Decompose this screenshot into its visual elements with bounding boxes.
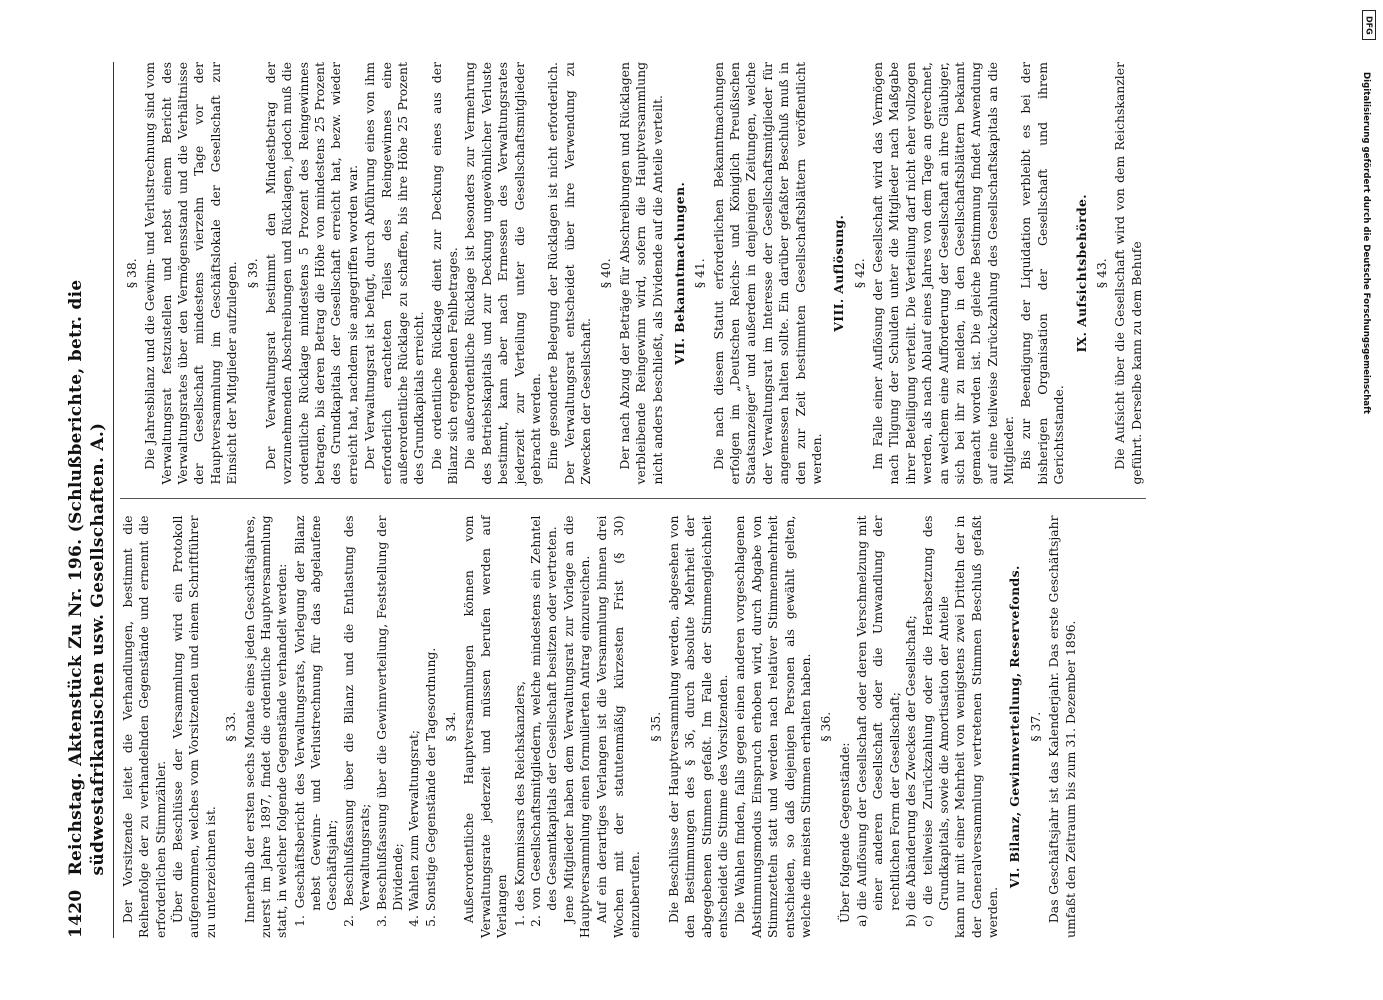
paragraph: Eine gesonderte Belegung der Rücklagen ist nicht erforderlich. Der Verwaltungsrat entscheidet über ihre Verwendung zu Zwecken der Gesellschaft. bbox=[544, 62, 593, 485]
text-columns bbox=[119, 62, 1145, 938]
paragraph: Der Verwaltungsrat bestimmt den Mindestbetrag der vorzunehmenden Abschreibungen und Rücklagen, jedoch muß die ordentliche Rücklage mindestens 5 Prozent des Reingewinnes betragen, bis deren Betrag die Höhe von mindestens 25 Prozent des Grundkapitals der Gesellschaft erreicht hat, bezw. wieder erreicht hat, nachdem sie angegriffen worden war. bbox=[262, 62, 360, 485]
paragraph: Der Vorsitzende leitet die Verhandlungen, bestimmt die Reihenfolge der zu verhandelnden Gegenstände und ernennt die erforderlichen Stimmzähler. bbox=[119, 515, 168, 938]
list-item: c) die teilweise Zurückzahlung oder die Herabsetzung des Grundkapitals, sowie die Amortisation der Anteile bbox=[919, 515, 951, 927]
list-item: 3. Beschlußfassung über die Gewinnverteilung, Feststellung der Dividende; bbox=[373, 515, 405, 927]
list-item: 1. des Kommissars des Reichskanzlers, bbox=[511, 680, 526, 927]
list-item: 1. Geschäftsbericht des Verwaltungsrats, Vorlegung der Bilanz nebst Gewinn- und Verlustrechnung für das abgelaufene Geschäftsjahr; bbox=[291, 515, 339, 927]
section-number: § 40. bbox=[597, 258, 613, 289]
section-number: § 39. bbox=[244, 258, 259, 289]
digitization-note-text: Digitalisierung gefördert durch die Deutsche Forschungsgemeinschaft bbox=[1361, 72, 1371, 414]
chapter-heading bbox=[831, 62, 847, 485]
digitization-note bbox=[1356, 8, 1376, 478]
paragraph: kann nur mit einer Mehrheit von wenigstens zwei Dritteln der in der Generalversammlung vertretenen Stimmen Beschluß gefaßt werden. bbox=[951, 515, 1000, 938]
paragraph: Die nach diesem Statut erforderlichen Bekanntmachungen erfolgen im „Deutschen Reichs- und Königlich Preußischen Staatsanzeiger“ und außerdem in denjenigen Zeitungen, welche der Verwaltungsrat im Interesse der Gesellschaftsmitglieder für angemessen halten sollte. Ein darüber gefaßter Beschluß muß in den zur Zeit bestimmten Gesellschaftsblättern veröffentlicht werden. bbox=[710, 62, 824, 485]
list-item: 4. Wahlen zum Verwaltungsrat; bbox=[405, 729, 421, 927]
paragraph: Die Aufsicht über die Gesellschaft wird von dem Reichskanzler geführt. Derselbe kann zu dem Behufe bbox=[1111, 62, 1144, 485]
paragraph: Im Falle einer Auflösung der Gesellschaft wird das Vermögen nach Tilgung der Schulden unter die Mitglieder nach Maßgabe ihrer Beteiligung verteilt. Die Verteilung darf nicht eher vollzogen werden, als nach Ablauf eines Jahres von dem Tage an gerechnet, an welchem eine Aufforderung der Gesellschaft an ihre Gläubiger, sich bei ihr zu melden, in den Gesellschaftsblättern bekannt gemacht worden ist. Die gleiche Bestimmung findet Anwendung auf eine teilweise Zurückzahlung des Gesellschaftskapitals an die Mitglieder. bbox=[869, 62, 1016, 485]
list-item: a) die Auflösung der Gesellschaft oder deren Verschmelzung mit einer anderen Gesellschaft oder die Umwandlung der rechtlichen Form der Gesellschaft; bbox=[853, 515, 902, 927]
paragraph: Der nach Abzug der Beträge für Abschreibungen und Rücklagen verbleibende Reingewinn wird, sofern die Hauptversammlung nicht anders beschließt, als Dividende auf die Anteile verteilt. bbox=[616, 62, 664, 485]
page-number: 1420 bbox=[65, 889, 86, 938]
paragraph: Auf ein derartiges Verlangen ist die Versammlung binnen drei Wochen mit der statutenmäßig kürzesten Frist (§ 30) einzuberufen. bbox=[593, 515, 642, 938]
chapter-heading bbox=[1007, 516, 1023, 939]
section-number: § 43. bbox=[1093, 258, 1109, 289]
paragraph: Die Wahlen finden, falls gegen einen anderen vorgeschlagenen Abstimmungsmodus Einspruch erhoben wird, durch Abgabe von Stimmzetteln statt und werden nach relativer Stimmenmehrheit entschieden, so daß diejenigen Personen als gewählt gelten, welche die meisten Stimmen erhalten haben. bbox=[731, 515, 813, 938]
paragraph: Bis zur Beendigung der Liquidation verbleibt es bei der bisherigen Organisation der Gesellschaft und ihrem Gerichtsstande. bbox=[1017, 62, 1066, 485]
section-number: § 41. bbox=[691, 258, 707, 289]
rotated-document-page bbox=[47, 40, 1337, 960]
list-item: b) die Abänderung des Zweckes der Gesellschaft; bbox=[902, 615, 918, 927]
paragraph: Außerordentliche Hauptversammlungen können vom Verwaltungsrate jederzeit und müssen berufen werden auf Verlangen bbox=[460, 515, 509, 938]
left-column bbox=[119, 516, 1145, 939]
section-number: § 33. bbox=[222, 711, 238, 742]
chapter-heading-text: VII. Bekanntmachungen. bbox=[671, 181, 687, 365]
dfg-logo: DFG bbox=[1362, 10, 1376, 40]
paragraph: Über die Beschlüsse der Versammlung wird ein Protokoll aufgenommen, welches vom Vorsitzenden und einem Schriftführer zu unterzeichnen ist. bbox=[169, 515, 218, 938]
paragraph: Die Jahresbilanz und die Gewinn- und Verlustrechnung sind vom Verwaltungsrat festzustellen und nebst einem Bericht des Verwaltungsrates über den Vermögensstand und die Verhältnisse der Gesellschaft mindestens vierzehn Tage vor der Hauptversammlung im Geschäftslokale der Gesellschaft zur Einsicht der Mitglieder aufzulegen. bbox=[141, 62, 239, 485]
section-number: § 36. bbox=[817, 711, 833, 742]
paragraph: Die ordentliche Rücklage dient zur Deckung eines aus der Bilanz sich ergebenden Fehlbetrages. bbox=[428, 62, 460, 485]
paragraph: Der Verwaltungsrat ist befugt, durch Abführung eines von ihm erforderlich erachteten Teiles des Reingewinnes eine außerordentliche Rücklage zu schaffen, bis ihre Höhe 25 Prozent des Grundkapitals erreicht. bbox=[361, 62, 426, 485]
section-number: § 35. bbox=[647, 711, 662, 742]
section-number: § 42. bbox=[851, 258, 867, 289]
paragraph: Jene Mitglieder haben dem Verwaltungsrat zur Vorlage an die Hauptversammlung einen formulierten Antrag einzureichen. bbox=[560, 515, 592, 938]
list-item: 2. von Gesellschaftsmitgliedern, welche mindestens ein Zehntel des Gesamtkapitals der Gesellschaft besitzen oder vertreten. bbox=[527, 515, 559, 927]
list-item: 2. Beschlußfassung über die Bilanz und die Entlastung des Verwaltungsrats; bbox=[340, 515, 372, 927]
paragraph: Innerhalb der ersten sechs Monate eines jeden Geschäftsjahres, zuerst im Jahre 1897, findet die ordentliche Hauptversammlung statt, in welcher folgende Gegenstände verhandelt werden: bbox=[241, 515, 289, 938]
section-number: § 38. bbox=[123, 258, 139, 289]
chapter-heading-text: IX. Aufsichtsbehörde. bbox=[1073, 193, 1088, 353]
paragraph: Über folgende Gegenstände: bbox=[836, 742, 852, 924]
page-header bbox=[65, 62, 114, 938]
section-number: § 37. bbox=[1027, 711, 1043, 742]
chapter-heading bbox=[1073, 62, 1089, 485]
chapter-heading-text: VI. Bilanz, Gewinnverteilung, Reservefonds. bbox=[1006, 565, 1022, 889]
paragraph: Die außerordentliche Rücklage ist besonders zur Vermehrung des Betriebskapitals und zur Deckung ungewöhnlicher Verluste bestimmt, kann aber nach Ermessen des Verwaltungsrates jederzeit zur Verteilung unter die Gesellschaftsmitglieder gebracht werden. bbox=[461, 62, 543, 485]
paragraph: Das Geschäftsjahr ist das Kalenderjahr. Das erste Geschäftsjahr umfaßt den Zeitraum bis zum 31. Dezember 1896. bbox=[1045, 515, 1077, 938]
right-column bbox=[119, 62, 1145, 500]
chapter-heading bbox=[671, 62, 687, 485]
list-item: 5. Sonstige Gegenstände der Tagesordnung. bbox=[422, 647, 438, 927]
paragraph: Die Beschlüsse der Hauptversammlung werden, abgesehen von den Bestimmungen des § 36, durch absolute Mehrheit der abgegebenen Stimmen gefaßt. Im Falle der Stimmengleichheit entscheidet die Stimme des Vorsitzenden. bbox=[665, 515, 730, 938]
section-number: § 34. bbox=[442, 711, 458, 742]
page-running-title: Reichstag. Aktenstück Zu Nr. 196. (Schlußberichte, betr. die südwestafrikanischen usw. Gesellschaften. A.) bbox=[65, 279, 108, 876]
chapter-heading-text: VIII. Auflösung. bbox=[830, 214, 846, 332]
